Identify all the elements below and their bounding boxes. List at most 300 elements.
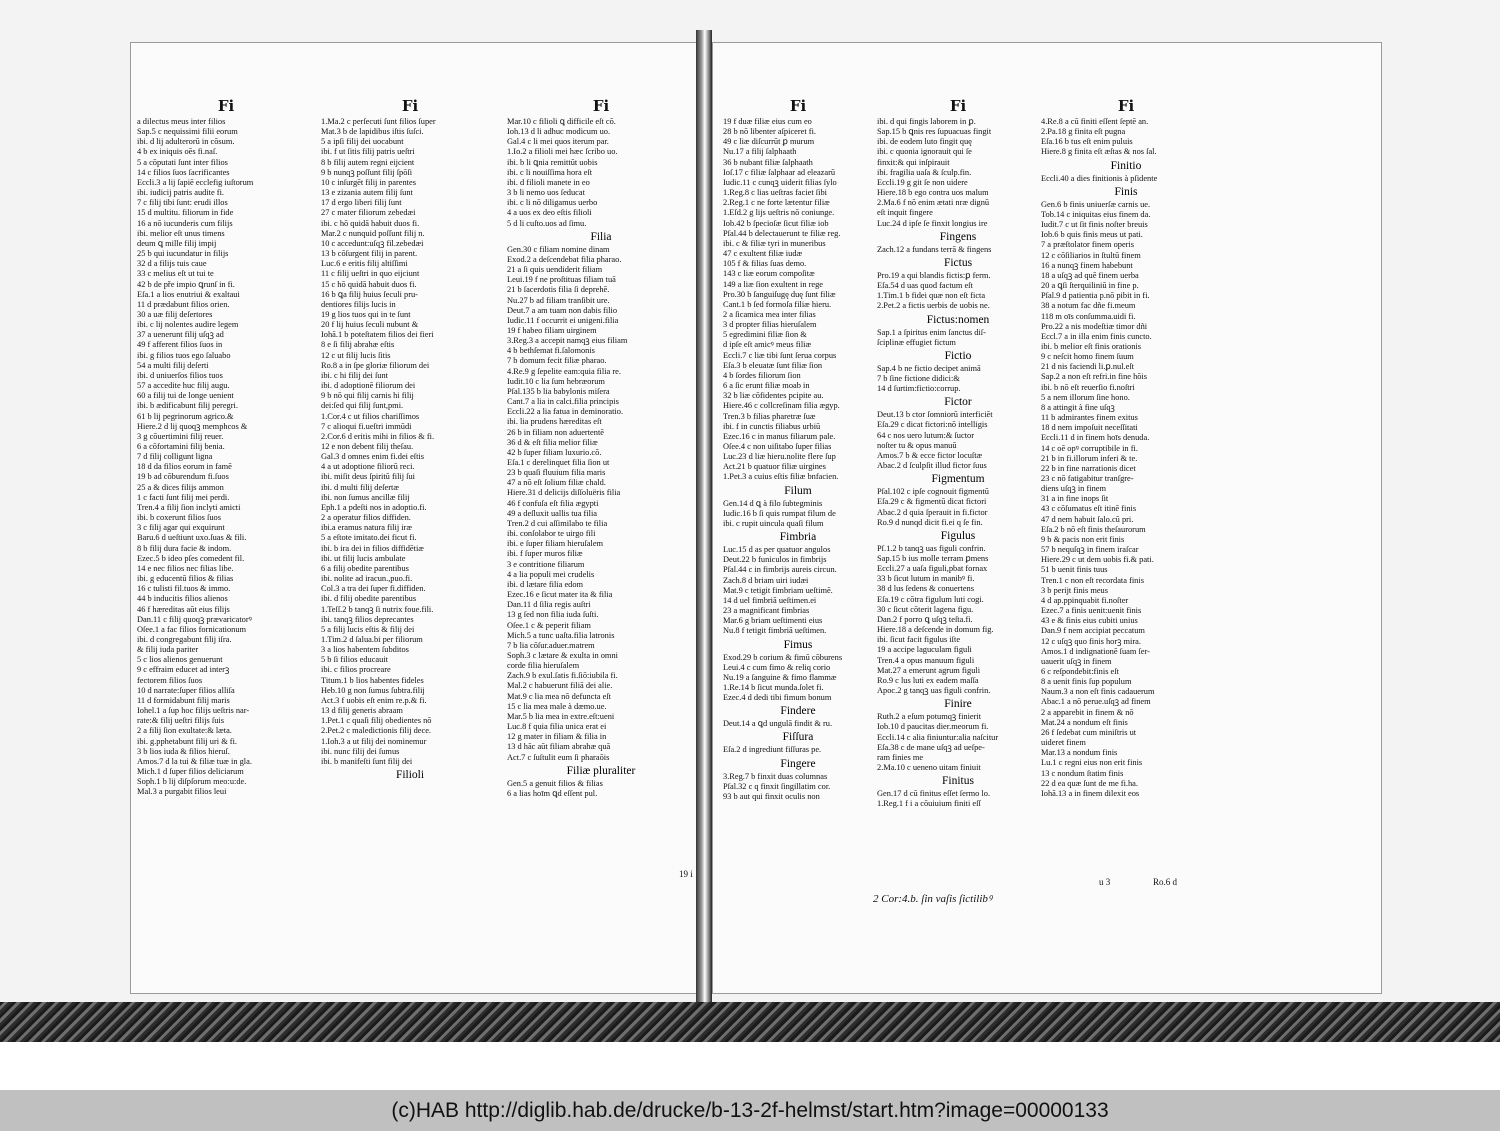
index-entry: Dan.11 d ſilia regis auſtri — [507, 600, 591, 610]
index-entry: ibi. d adoptionē filiorum dei — [321, 381, 416, 391]
index-entry: Ezec.7 a finis uenit:uenit finis — [1041, 606, 1142, 616]
index-entry: 26 b in filiam non aduertentē — [507, 427, 604, 437]
index-entry: 54 a multi filij deſerti — [137, 360, 209, 370]
index-entry: 5 a ipſi filij dei uocabunt — [321, 137, 404, 147]
index-entry: 47 c exultent filiæ iudæ — [723, 249, 803, 259]
index-entry: Ro.9 c lus luti ex eadem maſſa — [877, 675, 979, 685]
index-entry: Pſal.9 d patientia p.nō pibit in fi. — [1041, 291, 1150, 301]
index-entry: 33 c melius eſt ut tui te — [137, 269, 214, 279]
page-number: 19 i — [679, 869, 693, 879]
index-entry: Eſa.29 c & figmentū dicat fictori — [877, 497, 987, 507]
index-entry: Iohel.1 a ſup hoc filijs ueſtris nar- — [137, 706, 250, 716]
index-entry: 9 c effraim educet ad interꝫ — [137, 665, 230, 675]
index-entry: Pſal.102 c ipſe cognouit figmentū — [877, 487, 989, 497]
index-entry: 4 a ut adoptione filiorū reci. — [321, 462, 415, 472]
index-entry: 14 e nec filios nec filias libe. — [137, 563, 234, 573]
index-entry: Exod.2 a deſcendebat filia pharao. — [507, 254, 622, 264]
book-gutter — [696, 30, 712, 1015]
column-left-3 — [507, 95, 695, 799]
entry-list — [507, 245, 695, 763]
index-entry: 27 c mater filiorum zebedæi — [321, 208, 416, 218]
index-entry: 1.Reg.8 c lias ueſtras faciet ſibi — [723, 188, 827, 198]
right-page — [712, 42, 1382, 994]
index-entry: fectorem filios ſuos — [137, 675, 203, 685]
index-entry: 3 c filij agar qui exquirunt — [137, 523, 225, 533]
index-entry: ibi. c hō quidā habuit duos fi. — [321, 218, 420, 228]
index-entry: 23 c nō fatigabitur tranſgre- — [1041, 474, 1134, 483]
index-entry: 4 b bethſemat fi.ſalomonis — [507, 346, 595, 356]
left-page — [130, 42, 697, 994]
index-entry: Ezec.4 d dedi tibi fimum bonum — [723, 693, 832, 703]
index-entry: Mar.6 g briam ueſtimenti eius — [723, 616, 823, 626]
index-entry: Pro.22 a nis modeſtiæ timor dñi — [1041, 321, 1148, 331]
index-entry: 118 m oīs conſumma.uidi fi. — [1041, 311, 1136, 321]
headword: Fictio — [944, 349, 972, 362]
index-entry: Soph.3 c lætare & exulta in omni — [507, 650, 618, 660]
column-left-2 — [321, 95, 499, 783]
headword: Fiſſura — [782, 731, 814, 744]
index-entry: Nu.27 b ad filiam tranſibit ure. — [507, 295, 610, 305]
index-entry: 6 a ſic erunt filiæ moab in — [723, 381, 810, 391]
index-entry: Deut.13 b ctor ſomniorū interficiēt — [877, 410, 993, 420]
index-entry: 4.Re.9 g ſepelite eam:quia filia re. — [507, 366, 621, 376]
entry-list — [877, 544, 1039, 696]
index-entry: 93 b aut qui finxit oculis non — [723, 791, 820, 801]
index-entry: ibi. conſolabor te uirgo fili — [507, 529, 596, 539]
headword: Finire — [944, 698, 972, 711]
index-entry: 47 a nō eſt ſolium filiæ chald. — [507, 478, 606, 488]
index-entry: ibi. c filios procreare — [321, 665, 391, 675]
index-entry: 8 b filij dura facie & indom. — [137, 543, 232, 553]
index-entry: 8 b filij autem regni eijcient — [321, 157, 415, 167]
index-entry: 7 c filij tibi ſunt: erudi illos — [137, 198, 228, 208]
book-binding-edge — [0, 1002, 1500, 1042]
index-entry: Oſee.1 a fac filios fornicationum — [137, 624, 247, 634]
index-entry: Iohā.1 b poteſtatem filios dei fieri — [321, 330, 434, 340]
index-entry: 6 c reſpondebit:finis eſt — [1041, 666, 1119, 676]
headword: Figmentum — [931, 473, 985, 486]
entry-list — [137, 117, 315, 797]
index-entry: noſter tu & opus manuū — [877, 440, 957, 450]
entry-list — [877, 410, 1039, 471]
index-entry: Heb.10 g non ſumus ſubtra.filij — [321, 685, 425, 695]
index-entry: Dan.11 c filij quoqꝫ prævaricatorꝰ — [137, 614, 252, 624]
index-entry: ibi. b coxerunt filios ſuos — [137, 513, 221, 523]
index-entry: ram finies me — [877, 752, 924, 762]
index-entry: 1.Reg.1 f i a cōuiuium finiti eſſ — [877, 799, 981, 809]
headword: Fingens — [939, 230, 977, 243]
index-entry: Ezec.5 b ideo pſes comedent fil. — [137, 553, 245, 563]
headword: Finis — [1114, 185, 1138, 198]
index-entry: 30 c ſicut cōterit lagena figu. — [877, 604, 974, 614]
index-entry: 1 c facti ſunt filij mei perdi. — [137, 492, 230, 502]
entry-list — [877, 789, 1039, 809]
index-entry: Eccli.14 c alia finiuntur:alia naſcitur — [877, 732, 999, 742]
index-entry: Gen.14 d ꝗ à filo ſubtegminis — [723, 498, 823, 508]
index-entry: ibi. d filioli manete in eo — [507, 177, 590, 187]
index-entry: 2.Cor.6 d eritis mihi in filios & fi. — [321, 431, 435, 441]
index-entry: ibi. ſicut facit figulus iſte — [877, 635, 961, 645]
index-entry: 26 f ſedebat cum miniſtris ut — [1041, 727, 1137, 737]
index-entry: Leui.19 f ne proſtituas filiam tuā — [507, 275, 616, 285]
index-entry: Iohā.13 a in finem dilexit eos — [1041, 788, 1140, 798]
index-entry: Mat.24 a nondum eſt finis — [1041, 717, 1128, 727]
index-entry: Sap.4 b ne fictio decipet animā — [877, 363, 981, 373]
index-entry: 2.Pet.2 c maledictionis filij dece. — [321, 726, 432, 736]
index-entry: 7 a præſtolator finem operis — [1041, 240, 1135, 250]
index-entry: Mar.5 b lia mea in extre.eſt:ueni — [507, 711, 615, 721]
index-entry: 7 b lia cōſur.aduer.matrem — [507, 640, 595, 650]
index-entry: 18 a uſqꝫ ad quē finem uerba — [1041, 270, 1139, 280]
index-entry: 57 a accedite huc filij augu. — [137, 381, 230, 391]
index-entry: ibi. g educentū filios & filias — [137, 574, 234, 584]
index-entry: Ioh.13 d li adhuc modicum uo. — [507, 127, 611, 137]
index-entry: Sap.15 b ꝗnis res ſupuacuas fingit — [877, 127, 992, 137]
index-entry: 7 b ſine fictione didici:& — [877, 373, 960, 383]
index-entry: ibi. f ſuper muros filiæ — [507, 549, 583, 559]
index-entry: Ro.9 d nunqd dicit fi.ei q ſe fin. — [877, 517, 983, 527]
index-entry: Tren.4 a filij ſion inclyti amicti — [137, 502, 241, 512]
index-entry: 13 g ſed non filia iuda ſuſti. — [507, 610, 599, 620]
index-entry: Eſa.2 d ingrediunt fiſſuras pe. — [723, 745, 822, 755]
index-entry: Pſal.44 c in fimbrijs aureis circun. — [723, 565, 837, 575]
headword: Fictor — [944, 396, 972, 409]
index-entry: Cant.7 a lia in calci.filia principis — [507, 397, 619, 407]
index-entry: Eccli.27 a uaſa figuli,pbat fornax — [877, 564, 988, 574]
index-entry: 3.Reg.3 a accepit namqꝫ eius filiam — [507, 336, 628, 346]
index-entry: 64 c nos uero lutum:& ſuctor — [877, 430, 974, 440]
index-entry: 42 b ſuper filiam luxurio.cō. — [507, 447, 602, 457]
index-entry: ibi. d congregabunt filij iſra. — [137, 634, 232, 644]
index-entry: 33 b ſicut lutum in manibꝰ fi. — [877, 574, 975, 584]
index-entry: Pſal.44 b delectauerunt te filiæ reg. — [723, 228, 841, 238]
index-entry: 43 c cōſumatus eſt itinē finis — [1041, 504, 1137, 514]
index-entry: 149 a liæ ſion exultent in rege — [723, 279, 824, 289]
index-entry: 11 d formidabunt filij maris — [137, 695, 230, 705]
index-entry: 3 b perijt finis meus — [1041, 585, 1108, 595]
index-entry: 15 d multitu. filiorum in fide — [137, 208, 234, 218]
column-right-3 — [1041, 95, 1211, 799]
index-entry: Eſa.1 a lios enutriui & exaltaui — [137, 289, 240, 299]
index-entry: 21 b ſacerdotis filia ſi deprehē. — [507, 285, 610, 295]
index-entry: Mat.9 c tetigit fimbriam ueſtimē. — [723, 585, 833, 595]
handwritten-margin-note: 2 Cor:4.b. ſin vaſis ſictilibꝰ — [873, 893, 993, 905]
index-entry: ibi. f in cunctis filiabus urbiū — [723, 421, 821, 431]
index-entry: Iob.10 d paucitas dier.meorum fi. — [877, 722, 989, 732]
index-entry: Amos.1 d indignationē ſuam ſer- — [1041, 646, 1150, 656]
index-entry: Zach.9 b exul.ſatis fi.ſiō:iubila fi. — [507, 671, 618, 681]
index-entry: 9 b & pacis non erit finis — [1041, 534, 1125, 544]
index-entry: ibi. nunc filij dei ſumus — [321, 746, 400, 756]
index-entry: 1.Re.14 b ſicut munda.ſolet fi. — [723, 682, 824, 692]
index-entry: 46 f hæreditas aūt eius filijs — [137, 604, 230, 614]
index-entry: 16 b ꝗa filij huius ſeculi pru- — [321, 289, 418, 299]
index-entry: ibi. non ſumus ancillæ filij — [321, 492, 410, 502]
index-entry: Baru.6 d ueſtiunt uxo.ſuas & fili. — [137, 533, 247, 543]
column-right-2 — [877, 95, 1039, 809]
index-entry: 1.Io.2 a filioli mei hæc ſcribo uo. — [507, 147, 618, 157]
index-entry: 10 c accedunt:uſqꝫ fil.zebedæi — [321, 238, 424, 248]
column-right-1 — [723, 95, 873, 802]
index-entry: Pſal.32 c q finxit ſingillatim cor. — [723, 781, 831, 791]
index-entry: 60 a filij tui de longe uenient — [137, 391, 234, 401]
index-entry: 3 g cōuertimini filij reuer. — [137, 431, 224, 441]
index-entry: & filij iuda pariter — [137, 645, 199, 655]
index-entry: Abac.2 d quia ſperauit in fi.fictor — [877, 507, 988, 517]
index-entry: 5 a eſtote imitato.dei ficut fi. — [321, 533, 417, 543]
entry-list — [877, 328, 1039, 348]
index-entry: Eccli.11 d in finem hoīs denuda. — [1041, 433, 1150, 443]
index-entry: 2.Ma.10 c ueneno uitam finiuit — [877, 762, 981, 772]
index-entry: Sap.2 a non eſt refri.in fine hōis — [1041, 372, 1148, 382]
index-entry: 20 a ꝗſi ſterquiliniū in fine p. — [1041, 281, 1139, 291]
entry-list — [877, 712, 1039, 773]
index-entry: ibi. d filij obedite parentibus — [321, 594, 417, 604]
index-entry: ſciplinæ effugiet fictum — [877, 337, 956, 347]
index-entry: Iob.6 b quis finis meus ut pati. — [1041, 230, 1143, 240]
index-entry: Sap.15 b ius molle terram ꝑmens — [877, 554, 989, 563]
index-entry: Mar.10 c filioli ꝗ difficile eſt cō. — [507, 117, 616, 126]
column-header: Fi — [949, 97, 967, 115]
index-entry: Oſee.1 c & peperit filiam — [507, 620, 591, 630]
index-entry: Nu.17 a filij ſalphaath — [723, 147, 797, 157]
index-entry: Eccl.7 a in illa enim finis cuncto. — [1041, 331, 1152, 341]
index-entry: 7 b domum fecit filiæ pharao. — [507, 356, 607, 366]
index-entry: 4.Re.8 a cū finiti eſſent ſeptē an. — [1041, 117, 1149, 126]
index-entry: 19 f duæ filiæ eius cum eo — [723, 117, 812, 126]
index-entry: ibi. b ira dei in filios diffidētiæ — [321, 543, 424, 553]
index-entry: 6 a cōfortamini filij benia. — [137, 442, 225, 451]
index-entry: 13 e zizania autem filij ſunt — [321, 188, 413, 198]
entry-list — [723, 545, 873, 636]
column-header: Fi — [592, 97, 610, 115]
index-entry: 22 d ea quæ ſunt de me fi.ha. — [1041, 778, 1138, 788]
index-entry: Gen.17 d cū finitus eſſet ſermo lo. — [877, 789, 991, 799]
index-entry: 2 a apparebit in finem & nō — [1041, 707, 1134, 717]
index-entry: 18 d nem impoſuit neceſſitati — [1041, 423, 1138, 433]
index-entry: Amos.7 b & ecce fictor locuſtæ — [877, 450, 983, 460]
index-entry: Sap.5 c nequissimi filii eorum — [137, 127, 238, 137]
index-entry: ibi. b li ꝗnia remittūt uobis — [507, 157, 598, 167]
index-entry: Eſa.3 b eleuatæ ſunt filiæ ſion — [723, 360, 823, 370]
index-entry: 2 a ſicamica mea inter filias — [723, 309, 816, 319]
index-entry: deum ꝗ mille filij impij — [137, 238, 217, 248]
index-entry: Gen.30 c filiam nomine dinam — [507, 244, 610, 254]
index-entry: 25 b qui iucundatur in filijs — [137, 249, 229, 259]
index-entry: 4 b ſordes filiorum ſion — [723, 370, 801, 380]
index-entry: 17 d ergo liberi filij ſunt — [321, 198, 402, 208]
index-entry: 4 d ap.ppinquabit fi.noſter — [1041, 595, 1129, 605]
index-entry: Tren.1 c non eſt recordata finis — [1041, 575, 1144, 585]
index-entry: Mat.3 b de lapidibus iſtis ſuſci. — [321, 127, 424, 137]
index-entry: 28 b nō libenter aſpiceret fi. — [723, 127, 817, 137]
index-entry: uauerit uſqꝫ in finem — [1041, 656, 1112, 666]
index-entry: 32 b liæ cōfidentes pcipite au. — [723, 391, 824, 401]
column-header: Fi — [789, 97, 807, 115]
index-entry: Nu.19 a ſanguine & fimo flammæ — [723, 672, 837, 682]
index-entry: 16 a nō iucunderis cum filijs — [137, 218, 233, 228]
index-entry: Hiere.18 b ego contra uos malum — [877, 188, 989, 198]
entry-list — [723, 719, 873, 729]
index-entry: 2.Reg.1 c ne forte lætentur filiæ — [723, 198, 830, 208]
index-entry: ibi. g.pphetabunt filij uri & fi. — [137, 736, 238, 746]
index-entry: Pſ.1.2 b tanqꝫ uas figuli confrin. — [877, 543, 986, 553]
signature-mark: u 3 — [1099, 877, 1111, 887]
index-entry: ibi. b nō eſt reuerſio fi.noſtri — [1041, 382, 1135, 392]
index-entry: 31 a in fine inops ſit — [1041, 494, 1109, 504]
index-entry: Eſa.54 d uas quod factum eſt — [877, 281, 973, 291]
index-entry: Gen.6 b finis uniuerſæ carnis ue. — [1041, 199, 1151, 209]
index-entry: Eſa.19 c cōtra figulum luti cogi. — [877, 594, 984, 604]
index-entry: 38 a notum fac dñe fi.meum — [1041, 301, 1136, 311]
index-entry: Titum.1 b lios habentes fideles — [321, 675, 424, 685]
index-entry: Eph.1 a pdeſti nos in adoptio.fi. — [321, 502, 427, 512]
index-entry: Naum.3 a non eſt finis cadauerum — [1041, 687, 1155, 697]
index-entry: ibi. melior eſt unus timens — [137, 228, 225, 238]
index-entry: Ezec.16 e ſicut mater ita & filia — [507, 590, 613, 600]
index-entry: 3 d propter filias hieruſalem — [723, 320, 817, 330]
index-entry: Act.7 c ſuſtulit eum ſi pharaōis — [507, 752, 610, 762]
entry-list — [877, 117, 1039, 229]
index-entry: ibi. c hi filij dei ſunt — [321, 370, 388, 380]
index-entry: 14 c oē opꝰ corruptibile in fi. — [1041, 443, 1138, 453]
index-entry: 10 c inſurgēt filij in parentes — [321, 177, 416, 187]
entry-list — [723, 745, 873, 755]
index-entry: 5 d li cuſto.uos ad ſimu. — [507, 218, 587, 228]
index-entry: 49 a deſluxit uallis tua filia — [507, 508, 598, 518]
index-entry: Nu.8 f tetigit fimbriā ueſtimen. — [723, 626, 827, 636]
index-entry: 46 f confuſa eſt filia ægypti — [507, 498, 599, 508]
index-entry: 57 b nequſqꝫ in finem iraſcar — [1041, 545, 1139, 555]
index-entry: Col.3 a tra dei ſuper fi.diffiden. — [321, 584, 426, 594]
index-entry: 13 c nondum ſtatim finis — [1041, 768, 1124, 778]
index-entry: 13 d hāc aūt filiam abrahæ quā — [507, 742, 611, 752]
index-entry: 36 b nubant filiæ ſalphaath — [723, 157, 813, 167]
entry-list — [877, 364, 1039, 394]
index-entry: Mat.9 c lia mea nō defuncta eſt — [507, 691, 611, 701]
index-entry: 8 a uenit finis ſup populum — [1041, 677, 1132, 687]
index-entry: 16 c tulisti fil.tuos & immo. — [137, 584, 231, 594]
index-entry: Abac.1 a nō perue.uſqꝫ ad finem — [1041, 697, 1151, 707]
index-entry: ibi. miſit deus ſpiritū filij ſui — [321, 472, 415, 482]
entry-list — [507, 779, 695, 799]
index-entry: 2.Ma.6 f nō enim ætati nræ dignū — [877, 198, 990, 208]
index-entry: Deut.7 a am tuam non dabis filio — [507, 305, 618, 315]
index-entry: Act.3 f uobis eſt enim re.p.& fi. — [321, 695, 427, 705]
index-entry: 11 d prædabunt filios orien. — [137, 299, 230, 309]
index-entry: 19 g lios tuos qui in te ſunt — [321, 309, 411, 319]
entry-list — [723, 499, 873, 529]
index-entry: 38 d lus ſedens & conuertens — [877, 584, 974, 594]
index-entry: 20 f lij huius ſeculi nubunt & — [321, 320, 419, 330]
index-entry: ibi. d qui fingis laborem in ꝑ. — [877, 117, 976, 126]
index-entry: Eccli.19 g git ſe non uidere — [877, 177, 968, 187]
index-entry: rate:& filij ueſtri filijs ſuis — [137, 716, 224, 726]
index-entry: 36 d & eſt filia melior filiæ — [507, 437, 598, 447]
index-entry: 3 b lios iuda & filios hieruſ. — [137, 746, 230, 756]
index-entry: Eſa.38 c de mane uſqꝫ ad ueſpe- — [877, 742, 985, 752]
index-entry: 49 f afferent filios ſuos in — [137, 340, 223, 350]
index-entry: ibi. de eodem luto fingit quę — [877, 137, 972, 147]
index-entry: Dan.2 f porro ꝗ uſqꝫ teſta.fi. — [877, 614, 973, 624]
index-entry: Ioſ.17 c filiæ ſalphaar ad eleazarū — [723, 167, 836, 177]
index-entry: Iudic.11 c cunqꝫ uiderit filias ſylo — [723, 177, 837, 187]
headword: Fingere — [780, 757, 816, 770]
index-entry: 3 e contritione filiarum — [507, 559, 585, 569]
index-entry: 13 b cōſurgent filij in parent. — [321, 249, 418, 259]
index-entry: ibi. d multi filij deſertæ — [321, 482, 399, 492]
index-entry: Mat.27 a emerunt agrum figuli — [877, 665, 981, 675]
index-entry: 6 a lias hoīm ꝗd eſſent pul. — [507, 788, 598, 798]
index-entry: 19 f habeo filiam uirginem — [507, 325, 597, 335]
entry-list — [877, 487, 1039, 528]
index-entry: 30 a uæ filij deſertores — [137, 309, 213, 319]
index-entry: 37 a uenerunt filij uſqꝫ ad — [137, 330, 224, 340]
index-entry: Mal.3 a purgabit filios leui — [137, 787, 227, 797]
index-entry: 44 b inducitis filios alienos — [137, 594, 228, 604]
index-entry: Hiere.31 d delicijs diſſoluëris filia — [507, 488, 621, 498]
index-entry: 5 a nem illorum ſine hono. — [1041, 392, 1130, 402]
index-entry: 42 b de pře impio ꝗrunſ in fi. — [137, 279, 235, 289]
index-entry: ibi. e ſuper filiam hieruſalem — [507, 539, 604, 549]
index-entry: 12 c uſqꝫ quo finis horꝫ mira. — [1041, 636, 1141, 646]
index-entry: ibi. c li nō diligamus uerbo — [507, 198, 598, 208]
index-entry: 12 c ut filij lucis ſitis — [321, 350, 391, 360]
entry-list — [877, 271, 1039, 312]
headword: Fictus:nomen — [926, 313, 990, 326]
index-entry: ibi.a eramus natura filij iræ — [321, 523, 412, 533]
index-entry: 19 a accipe laguculam figuli — [877, 645, 972, 655]
index-entry: eſt inquit fingere — [877, 208, 933, 218]
index-entry: 9 b nunqꝫ poſſunt filij ſpōſi — [321, 167, 413, 177]
index-entry: Iob.42 b ſpecioſæ ſicut filiæ iob — [723, 218, 829, 228]
index-entry: 1.Tim.2 d ſalua.bi per filiorum — [321, 634, 423, 644]
index-entry: Iudit.10 c lia ſum hebræorum — [507, 376, 605, 386]
column-header: Fi — [217, 97, 235, 115]
index-entry: Mich.5 a tunc uaſta.filia latronis — [507, 630, 615, 640]
index-entry: ibi. lia prudens hæreditas eſt — [507, 417, 602, 427]
index-entry: Oſee.4 c non uiſitabo ſuper filias — [723, 442, 832, 451]
index-entry: 21 d nis faciendi li.ꝑ.nul.eſt — [1041, 362, 1135, 372]
index-entry: 5 egredimini filiæ ſion & — [723, 330, 807, 340]
index-entry: 14 d uel fimbriā ueſtimen.ei — [723, 595, 817, 605]
index-entry: 11 c filij ueſtri in quo eijciunt — [321, 269, 420, 279]
index-entry: Luc.24 d ipſe ſe finxit longius ire — [877, 218, 988, 228]
index-entry: ibi. d lij adulterorū in cōsum. — [137, 137, 235, 147]
index-entry: finxit:& qui inſpirauit — [877, 157, 950, 167]
index-entry: 9 b nō qui filij carnis hi filij — [321, 391, 414, 401]
entry-list — [507, 117, 695, 229]
index-entry: dei:ſed qui filij ſunt,pmi. — [321, 401, 404, 411]
index-entry: Gen.5 a genuit filios & filias — [507, 778, 603, 788]
index-entry: 4 a uos ex deo eſtis filioli — [507, 208, 592, 218]
index-entry: Eſa.16 b tus eſt enim puluis — [1041, 137, 1133, 147]
index-entry: ibi. c li nouiſſima hora eſt — [507, 167, 593, 177]
index-entry: ibi. d uniuerſos filios tuos — [137, 370, 223, 380]
index-entry: Mich.1 d ſuper filios deliciarum — [137, 767, 244, 776]
index-entry: Hiere.46 c collcreſinam filia ægyp. — [723, 401, 840, 411]
index-entry: 19 b ad cōburendum fi.ſuos — [137, 472, 229, 482]
index-entry: 2.Pa.18 g finita eſt pugna — [1041, 127, 1126, 137]
headword: Findere — [780, 705, 816, 718]
index-entry: ibi. c lij nolentes audire legem — [137, 320, 239, 330]
index-entry: 7 c alioqui fi.ueſtri immūdi — [321, 421, 412, 431]
index-entry: 6 a filij obedite parentibus — [321, 563, 409, 573]
index-entry: Eccli.40 a dies finitionis à pſidente — [1041, 173, 1158, 183]
headword: Fimus — [783, 638, 813, 651]
index-entry: ibi. d lætare filia edom — [507, 579, 584, 589]
index-entry: 8 a attingit à fine uſqꝫ — [1041, 402, 1115, 412]
